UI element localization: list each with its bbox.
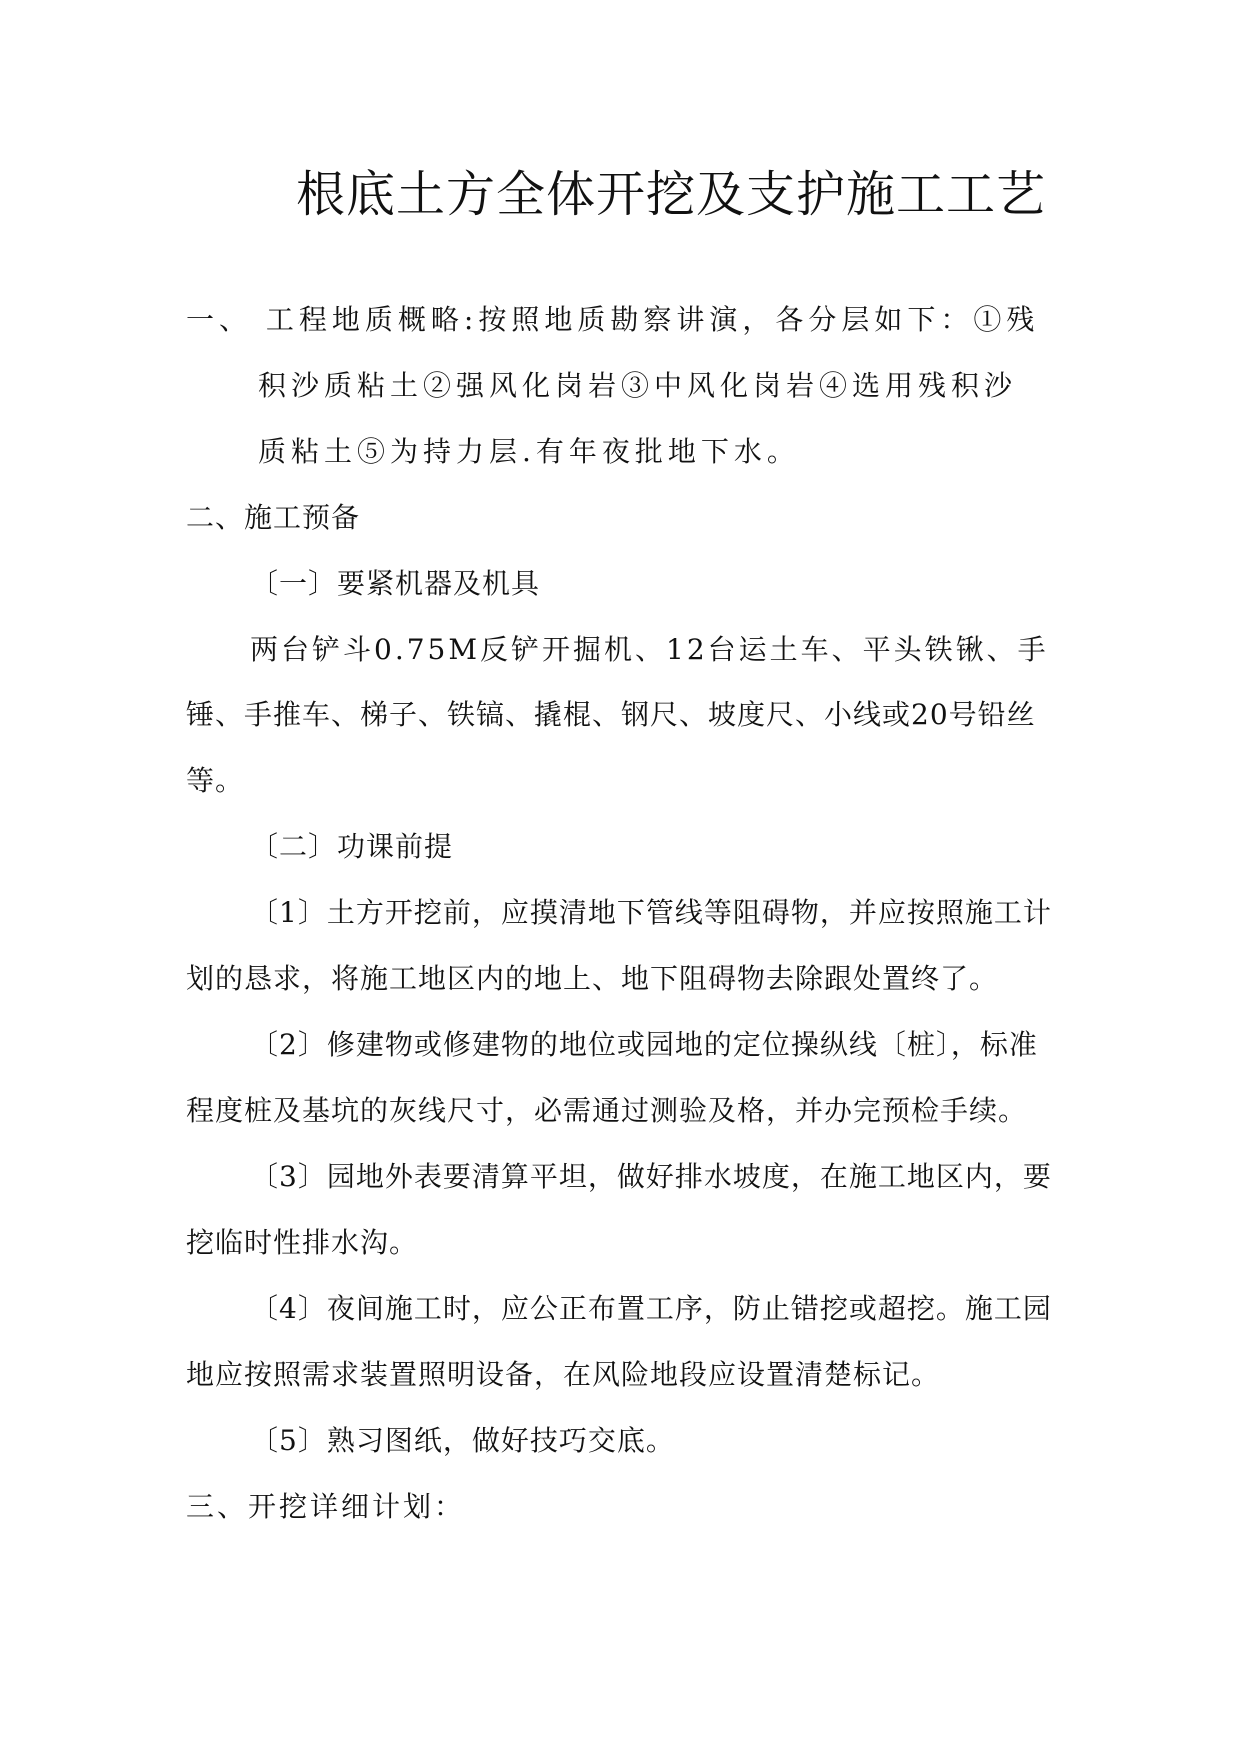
document-title: 根底土方全体开挖及支护施工工艺 (296, 166, 1047, 223)
paragraph-line: 地应按照需求装置照明设备，在风险地段应设置清楚标记。 (186, 1358, 941, 1391)
section-heading: 三、开挖详细计划： (186, 1490, 466, 1523)
paragraph-line: 〔3〕园地外表要清算平坦，做好排水坡度，在施工地区内，要 (250, 1160, 1052, 1193)
paragraph-line: 〔2〕修建物或修建物的地位或园地的定位操纵线〔桩〕，标准 (250, 1028, 1038, 1061)
paragraph-line: 划的恳求，将施工地区内的地上、地下阻碍物去除跟处置终了。 (186, 962, 999, 995)
paragraph-line: 两台铲斗0.75M反铲开掘机、12台运土车、平头铁锹、手 (250, 633, 1049, 666)
paragraph-line: 一、 工程地质概略:按照地质勘察讲演，各分层如下：①残 (186, 303, 1040, 336)
paragraph-line: 积沙质粘土②强风化岗岩③中风化岗岩④选用残积沙 (258, 369, 1018, 402)
paragraph-line: 〔5〕熟习图纸，做好技巧交底。 (250, 1424, 675, 1457)
subsection-heading: 〔一〕要紧机器及机具 (250, 567, 541, 600)
paragraph-line: 锤、手推车、梯子、铁镐、撬棍、钢尺、坡度尺、小线或20号铅丝 (186, 698, 1036, 731)
paragraph-line: 程度桩及基坑的灰线尺寸，必需通过测验及格，并办完预检手续。 (186, 1094, 1028, 1127)
paragraph-line: 质粘土⑤为持力层.有年夜批地下水。 (258, 435, 800, 468)
paragraph-line: 等。 (186, 764, 245, 797)
paragraph-line: 〔4〕夜间施工时，应公正布置工序，防止错挖或超挖。施工园 (250, 1292, 1052, 1325)
paragraph-line: 挖临时性排水沟。 (186, 1226, 419, 1259)
section-heading: 二、施工预备 (186, 501, 361, 534)
subsection-heading: 〔二〕功课前提 (250, 830, 454, 863)
paragraph-line: 〔1〕土方开挖前，应摸清地下管线等阻碍物，并应按照施工计 (250, 896, 1052, 929)
